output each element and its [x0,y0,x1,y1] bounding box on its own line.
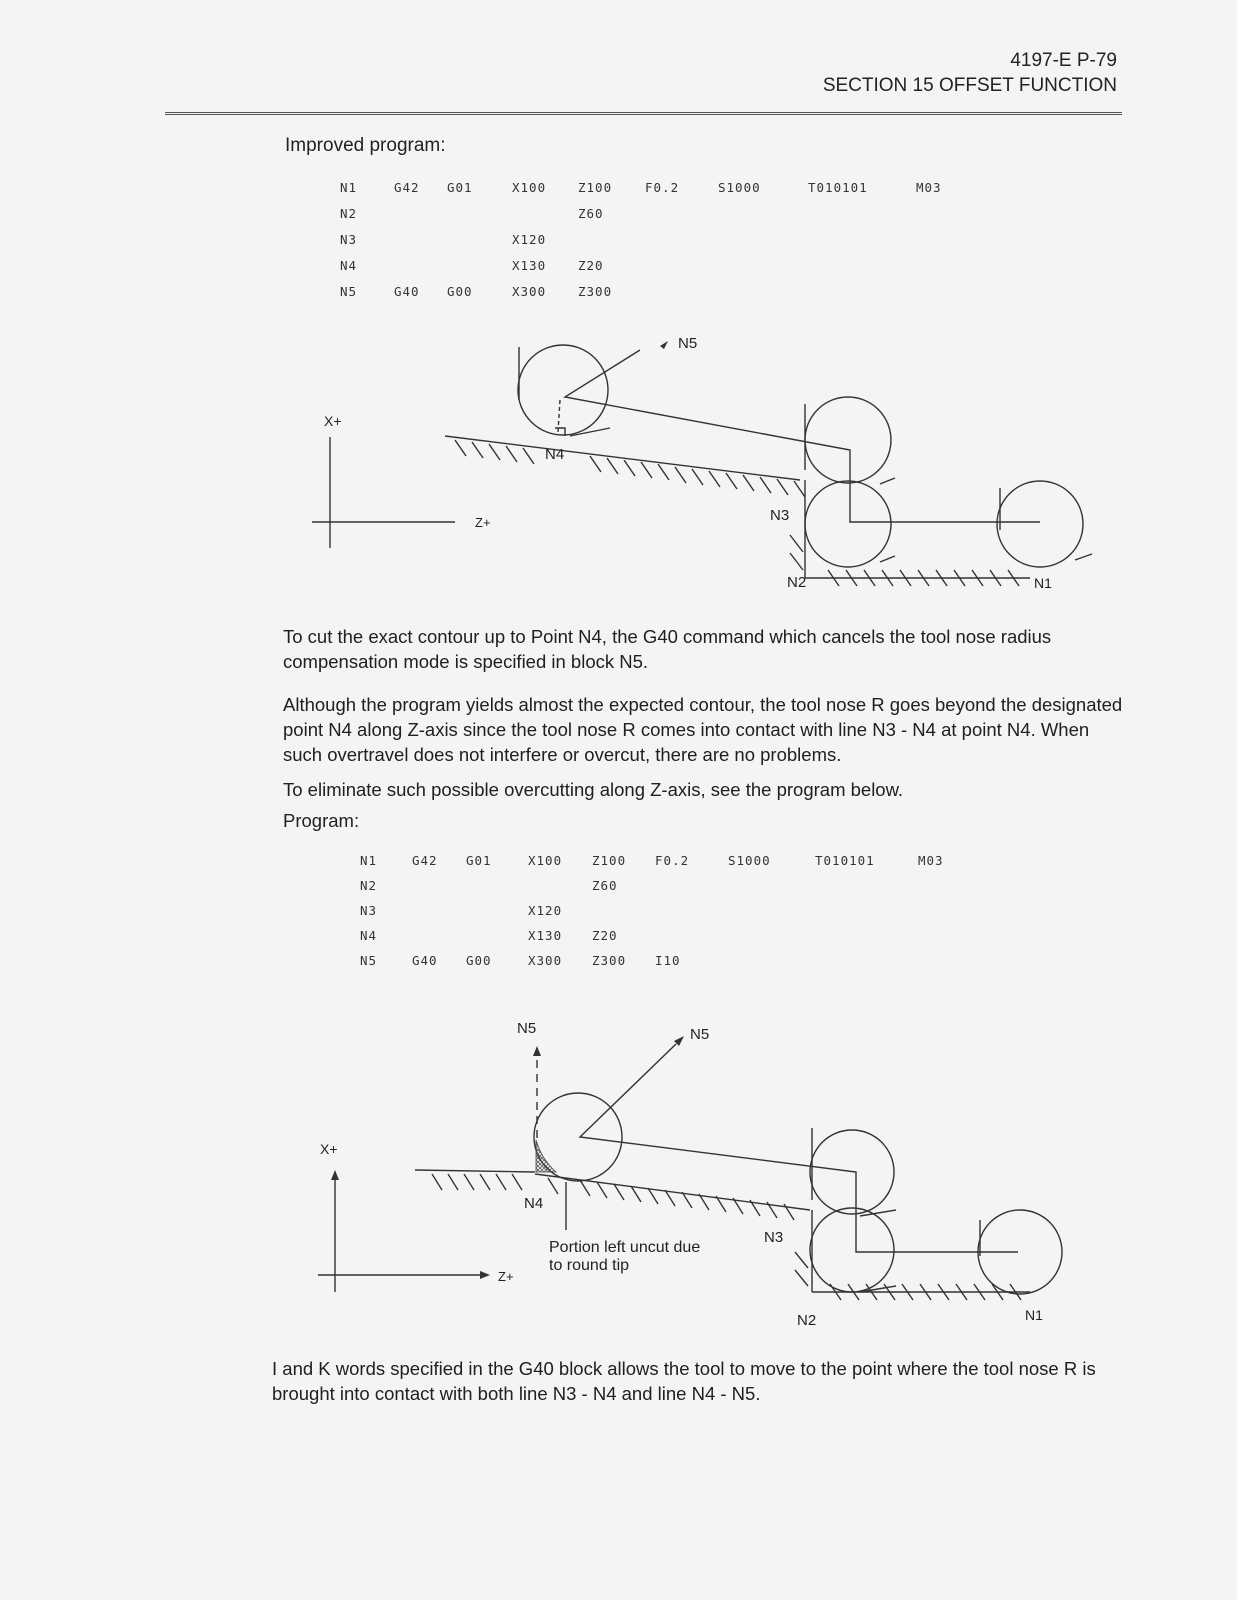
fig1-z-axis-label: Z+ [475,515,491,530]
fig2-z-axis-label: Z+ [498,1269,514,1284]
fig2-n3-label: N3 [764,1229,784,1246]
fig1-n1-label: N1 [1034,575,1052,591]
code-cell: N1 [340,180,358,195]
code-cell: F0.2 [655,853,690,868]
paragraph-i-k-words: I and K words specified in the G40 block allows the tool to move to the point where the tool nose R is brought into contact with both line N3 - N4 and line N4 - N5. [272,1358,1096,1404]
code-cell: G00 [466,953,492,968]
code-cell: N5 [340,284,358,299]
paragraph-g40-cancel: To cut the exact contour up to Point N4, the G40 command which cancels the tool nose radius compensation mode is specified in block N5. [283,626,1052,672]
tool-circle-n3-bottom [810,1208,894,1292]
code-cell: X300 [512,284,547,299]
code-cell: T010101 [815,853,875,868]
code-cell: Z300 [592,953,627,968]
code-cell: G42 [394,180,420,195]
code-cell: S1000 [718,180,761,195]
code-cell: N2 [360,878,378,893]
fig1-n3-label: N3 [770,507,790,524]
code-cell: N2 [340,206,358,221]
code-cell: I10 [655,953,681,968]
improved-program-heading: Improved program: [285,135,446,156]
fig2-x-axis-label: X+ [320,1141,338,1157]
uncut-portion [536,1140,556,1172]
code-cell: X120 [512,232,547,247]
fig1-n4-label: N4 [545,446,565,463]
workpiece-top [415,1170,535,1172]
code-cell: X100 [512,180,547,195]
fig2-n5-diag-label: N5 [690,1026,710,1043]
paragraph-overtravel: Although the program yields almost the expected contour, the tool nose R goes beyond the designated point N4 along Z-axis since the tool nose R comes into contact with line N3 - N4 at point N4. When such overtravel does not interfere or overcut, there are no problems. [283,694,1123,765]
section-title: SECTION 15 OFFSET FUNCTION [822,75,1117,96]
code-cell: N4 [340,258,358,273]
code-cell: X130 [512,258,547,273]
code-cell: G40 [394,284,420,299]
code-cell: G01 [466,853,492,868]
fig1-n5-label: N5 [678,335,698,352]
code-cell: N3 [340,232,358,247]
hatch-step [795,1252,808,1286]
code-cell: Z100 [592,853,627,868]
paragraph-eliminate-overcut: To eliminate such possible overcutting along Z-axis, see the program below. [283,779,904,800]
code-cell: M03 [916,180,942,195]
code-cell: Z300 [578,284,613,299]
code-cell: Z100 [578,180,613,195]
program-heading: Program: [283,810,360,831]
fig2-n2-label: N2 [797,1312,817,1329]
fig1-n2-label: N2 [787,574,807,591]
fig2-n1-label: N1 [1025,1307,1043,1323]
code-cell: M03 [918,853,944,868]
uncut-annotation-line1: Portion left uncut due [549,1239,701,1256]
code-cell: X300 [528,953,563,968]
code-cell: X130 [528,928,563,943]
fig2-n5-up-label: N5 [517,1020,537,1037]
code-cell: G40 [412,953,438,968]
code-cell: N3 [360,903,378,918]
code-cell: G00 [447,284,473,299]
code-cell: N5 [360,953,378,968]
code-cell: F0.2 [645,180,680,195]
fig2-n4-label: N4 [524,1195,544,1212]
code-cell: G42 [412,853,438,868]
code-cell: Z60 [578,206,604,221]
tool-path [580,1044,1018,1252]
code-cell: N1 [360,853,378,868]
code-cell: Z20 [578,258,604,273]
code-cell: G01 [447,180,473,195]
code-cell: N4 [360,928,378,943]
code-cell: Z20 [592,928,618,943]
hatch-top [432,1174,794,1220]
code-cell: X120 [528,903,563,918]
doc-number: 4197-E P-79 [1010,50,1117,71]
uncut-annotation-line2: to round tip [549,1257,630,1274]
code-cell: S1000 [728,853,771,868]
figure-program-with-i-word [0,1010,1237,1340]
code-cell: X100 [528,853,563,868]
code-cell: Z60 [592,878,618,893]
code-cell: T010101 [808,180,868,195]
fig1-x-axis-label: X+ [324,413,342,429]
